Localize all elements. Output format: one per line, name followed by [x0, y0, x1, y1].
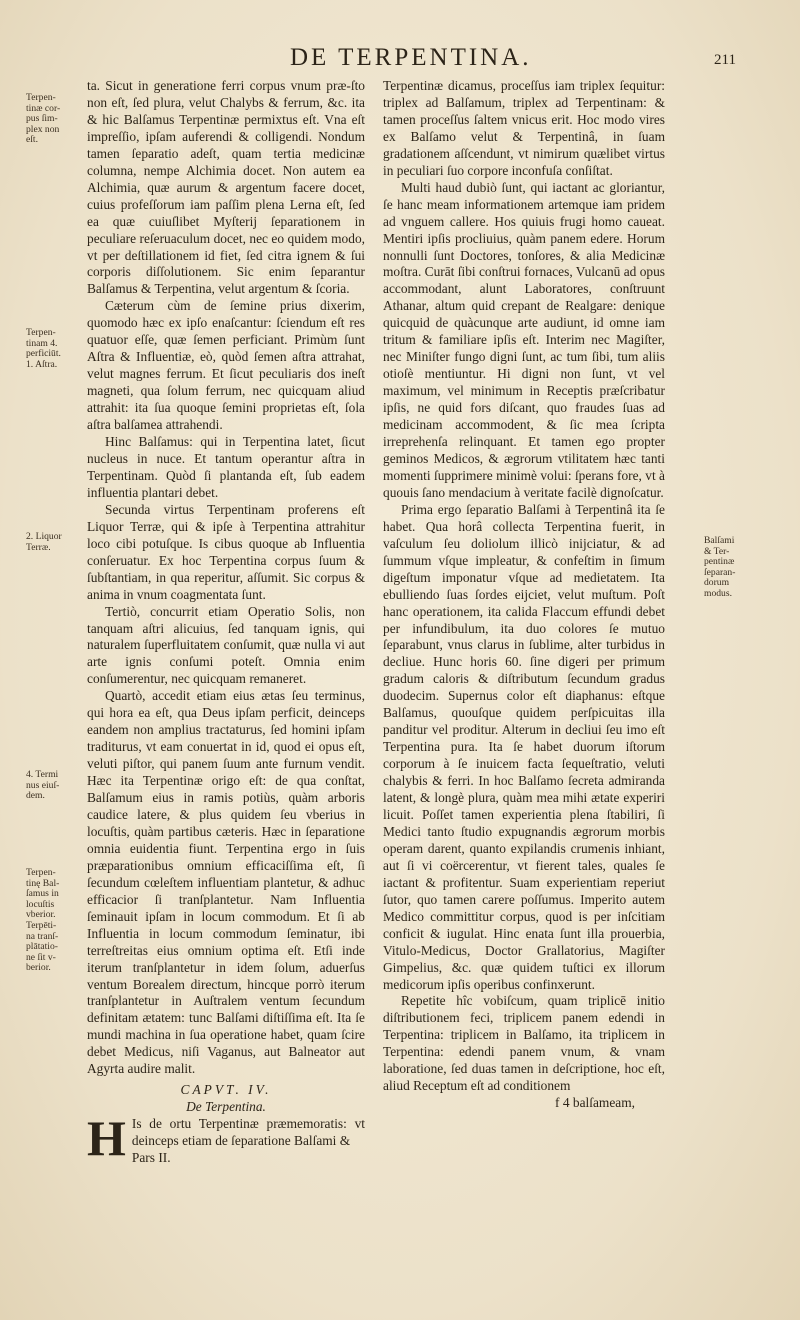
chapter-title: De Terpentina.	[186, 1099, 266, 1115]
margin-note: Terpen- tinam 4. perficiūt. 1. Aſtra.	[26, 327, 61, 370]
paragraph: Terpentinæ dicamus, proceſſus iam triplex ſequitur: triplex ad Balſamum, triplex ad Terpentinam: & tamen proceſſus ſaltem vnicus erit. Hoc modo vires ex Balſamo velut & Terpentinâ, in ſuam gradationem aſſcendunt, vt nimirum quælibet virtus in peculiari ſuo corpore inconfuſa conſiſtat.	[383, 78, 665, 178]
running-head: DE TERPENTINA.	[290, 44, 532, 71]
margin-note: Terpen- tinę Bal- ſamus in locuſtis vberior. Terpēti- na tranſ- plātatio- ne ſit v- berior.	[26, 867, 60, 974]
paragraph: Repetite hîc vobiſcum, quam triplicē initio diſtributionem feci, triplicem panem edendi in Terpentina: triplicem in Balſamo, ita triplicem in Terpentina: edendi panem vnum, & vnam laboratione, ſed duas tamen in deſcriptione, hoc eſt, aliud Receptum eſt ad conditionem	[383, 993, 665, 1094]
signature-mark: Pars II.	[131, 1150, 171, 1166]
drop-cap: H	[87, 1110, 126, 1167]
paragraph: Cæterum cùm de ſemine prius dixerim, quomodo hæc ex ipſo enaſcantur: ſciendum eſt res quatuor eſſe, quæ ſemen perficiant. Primùm ſunt Aſtra & Influentiæ, eò, quòd ſemen aſtra attrahat, velut magnes ferrum. Et ſicut peculiaris dos ineſt magneti, qua ſolum ferrum, nec quicquam aliud attrahit: ita ſua quoque ſemini proprietas eſt, ſola aſtra balſamea attrahendi.	[87, 298, 365, 433]
margin-note: Balſami & Ter- pentinæ ſeparan- dorum modus.	[704, 535, 736, 599]
paragraph: ta. Sicut in generatione ferri corpus vnum præ-ſto non eſt, ſed plura, velut Chalybs & ferrum, &c. ita & hic Balſamus Terpentinæ permixtus eſt. Vna eſt impreſſio, ipſam auferendi & colligendi. Nondum tamen ſeparatio adeſt, quam tertia medicinæ columna, nempe Alchimia docet. Non autem ea Alchimia, quæ aurum & argentum facere docet, cuius profeſſorum iam paſſim plena Lerna eſt, ſed ea quæ cuiuſlibet Myſterij ſeparationem in peculiare reſeruaculum docet, nec eo quidem modo, vt per deſtillationem id fiet, ſed citra ignem & ſui corporis diſſolutionem. Sic enim ſeparantur Balſamus & Terpentina, velut argentum & ſcoria.	[87, 78, 365, 297]
paragraph: Hinc Balſamus: qui in Terpentina latet, ſicut nucleus in nuce. Et tantum operantur aſtra in Terpentinam. Quòd ſi plantanda eſt, ſub eadem influentia plantari debet.	[87, 434, 365, 500]
page-header	[0, 44, 800, 74]
paragraph: Multi haud dubiò ſunt, qui iactant ac gloriantur, ſe hanc meam informationem artemque iam pridem ad vnguem callere. Hos quiuis frugi homo caueat. Mentiri ipſis procliuius, quàm panem edere. Horum nonnulli ſunt Doctores, tonſores, & alia Medicinæ moſtra. Curāt ſibi conſtrui fornaces, Vulcanū ad opus accommodant, alunt Laboratores, conſtruunt Athanar, altum quid crepant de Realgare: denique quicquid de quàcunque arte audiunt, id omne iam tritum & familiare ipſis eſt. Interim nec Magiſter, nec Miniſter fungo digni ſunt, ac tum ſibi, tum aliis otioſè mentiuntur. Hi digni non ſunt, vt vel maximum, vel minimum in Receptis præſcribatur ipſis, ne quid fors diſcant, quo fraudes ſuas ad medicinam accommodent, & ſic mea ſcripta irreprehenſa relinquant. Et tamen ego propter geminos Medicos, & ægrorum vtilitatem hæc tanti momenti ſupprimere minimè volui: ſperans fore, vt à quouis ſano mendacium à veritate facilè dignoſcatur.	[383, 179, 665, 500]
paragraph: Quartò, accedit etiam eius ætas ſeu terminus, qui hora ea eſt, qua Deus ipſam perficit, deinceps eandem non amplius tractaturus, ſed homini ipſam traditurus, vt eam conuertat in id, quod ei opus eſt, veluti piſtor, qui panem ſuum ante furnum vendit. Hæc ita Terpentinæ origo eſt: de qua conſtat, Balſamum eius in ramis potiùs, quàm arboris caudice latere, & plus quidem ſeu vberius in locuſtis, quàm partibus cæteris. Hæc in ſeparatione omnia euidentia fiunt. Terpentina ergo in ſuis præparationibus omnium efficaciſſima eſt, ſi ſecundum cœleſtem influentiam plantetur, & adhuc efficacior ſi tranſplantetur. Nam Influentia ſeminauit ipſam in locum commodum. Et ſi ab Influentia in locum commodum ſeminatur, ibi terreſtreitas eius omnium optima eſt. Etſi inde iterum tranſplantetur in idem ſolum, aduerſus ventum Borealem directum, hincque porrò iterum tranſplantetur in Auſtralem ventum ſecundum definitam ætatem: tunc Balſami diſtiſſima eſt. Ita ſe mundi machina in ſua operatione habet, quam ſcire debet Medicus, niſi Vaganus, aut Balneator aut Agyrta audire malit.	[87, 688, 365, 1077]
paragraph: Prima ergo ſeparatio Balſami à Terpentinâ ita ſe habet. Qua horâ collecta Terpentina fuerit, in vaſculum ſeu doliolum illicò inijciatur, & ad ſummum vſque impleatur, & confeſtim in ſimum digeſtum imponatur vſque ad medietatem. Ita ebulliendo ſuas ſordes eijciet, velut muſtum. Poſt hanc operationem, ita calida Flaccum effundi debet per infundibulum, ita duo colores ſe mutuo ſeparabunt, vnus clarus in ſublime, alter turbidus in decliue. Hunc horis 60. ſine digeri per primum gradum caloris & diſtributum ſecundum gradus duodecim. Supernus color eſt diaphanus: eſtque Balſamus, quouſque quidem perſpicuitas illa panditur vel proditur. Alterum in decliui ſeu imo eſt Terpentina pura. Ita ſe habet duorum iſtorum corporum à ſe inuicem facta ſequeſtratio, veluti chalybis & ferri. In hoc Balſamo ſecreta admiranda latent, & longè plura, quàm mea mihi ætate experiri licuit. Poſſet tamen experientia plena ſtabiliri, ſi Medici tanto ſtudio expugnandis ægrorum morbis operam darent, quanto expilandis crumenis inhiant, aut ſi vi coërcerentur, vt fierent tales, quales ſe iactant & profitentur. Suam experientiam reperiut ſutor, quo tamen carere poſſumus. Imperito autem Medico committitur corpus, quod is per inſcitiam conficit & iugulat. Hinc enata ſunt illa prouerbia, Vitulo-Medicus, Doctor Grallatorius, Magiſter Gimpelius, &c. quæ quidem tuſtici ex illorum medicorum ipſis operibus confinxerunt.	[383, 501, 665, 992]
chapter-text: Is de ortu Terpentinæ præmemoratis: vt deinceps etiam de ſeparatione Balſami &	[131, 1116, 365, 1149]
left-column	[87, 78, 365, 1167]
chapter-heading: CAPVT. IV.	[180, 1082, 272, 1098]
margin-note: 2. Liquor Terræ.	[26, 531, 62, 553]
margin-note: Terpen- tinæ cor- pus ſim- plex non eſt.	[26, 92, 61, 146]
right-column	[383, 78, 665, 1112]
paragraph: Secunda virtus Terpentinam proferens eſt Liquor Terræ, qui & ipſe à Terpentina attrahitur loco cibi potuſque. Is cibus quoque ab Influentia conſeruatur. Ex hoc Terpentina corpus ſuum & ſubſtantiam, in qua reperitur, aſſumit. Sic corpus & anima in vnum coagmentata ſunt.	[87, 501, 365, 602]
margin-note: 4. Termi nus eiuſ- dem.	[26, 769, 60, 802]
paragraph: Tertiò, concurrit etiam Operatio Solis, non tanquam aſtri alicuius, ſed tanquam ignis, qui naturalem ſuperfluitatem conſumit, quæ nulla vi aut arte ignis conſumi poteſt. Omnia enim conſumerentur, nec quicquam remaneret.	[87, 603, 365, 687]
page-number: 211	[714, 52, 736, 68]
catchword: f 4 balſameam,	[555, 1095, 635, 1111]
